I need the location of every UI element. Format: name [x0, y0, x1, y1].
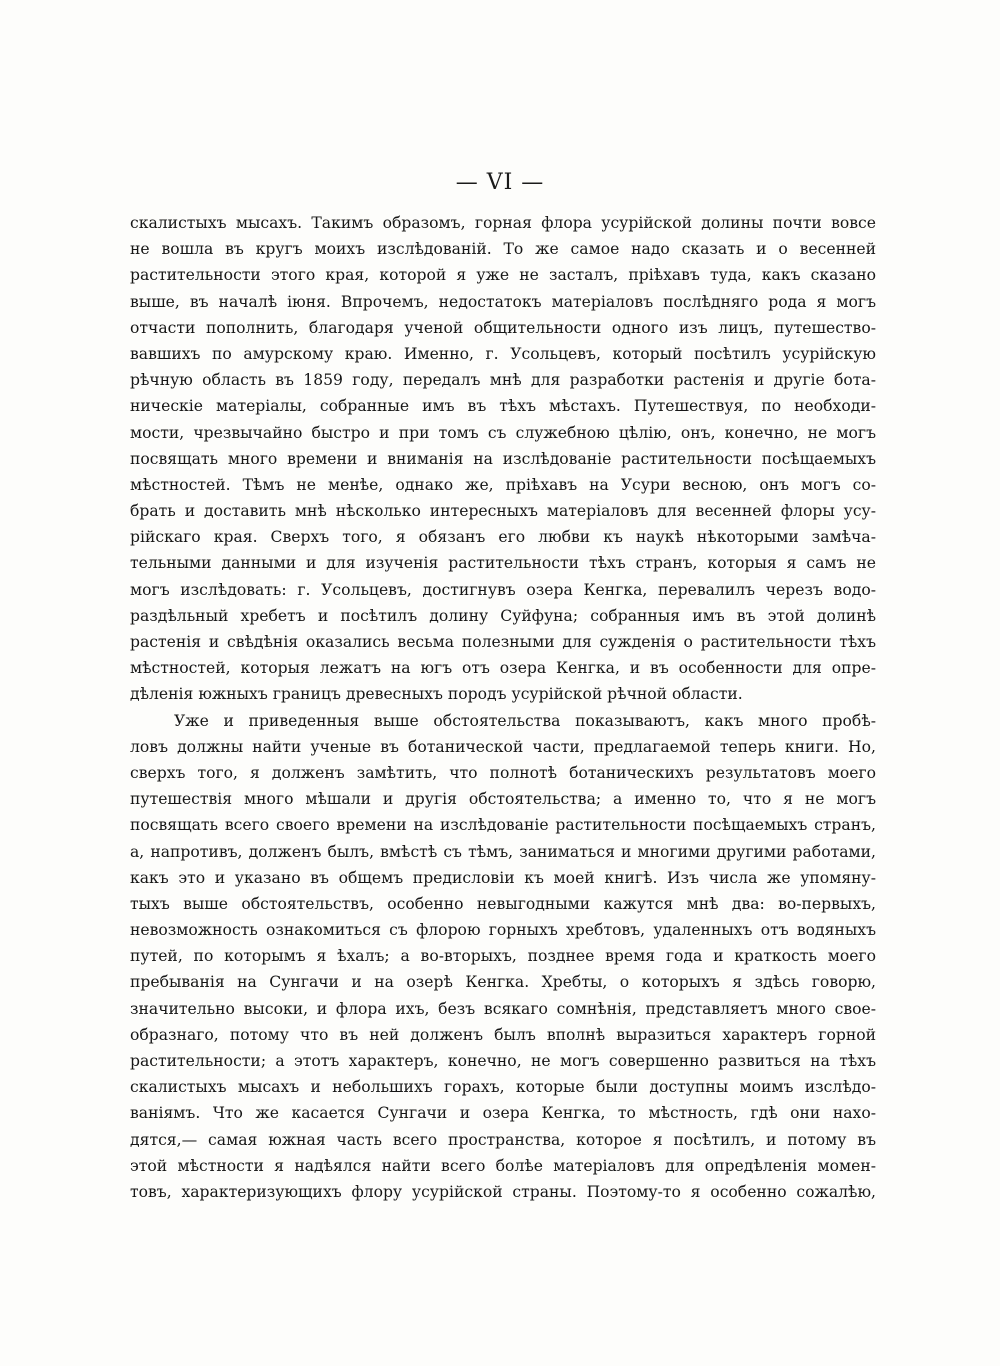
text-line: скалистыхъ мысахъ и небольшихъ горахъ, которые были доступны моимъ изслѣдо- — [130, 1078, 876, 1097]
text-line: дятся,— самая южная часть всего пространства, которое я посѣтилъ, и потому въ — [130, 1130, 876, 1149]
text-line: скалистыхъ мысахъ. Такимъ образомъ, горная флора усурійской долины почти вовсе — [130, 214, 876, 232]
text-line: тельными данными и для изученія растительности тѣхъ странъ, которыя я самъ не — [130, 554, 876, 573]
paragraph-2 — [130, 708, 876, 1206]
text-line: товъ, характеризующихъ флору усурійской страны. Поэтому-то я особенно сожалѣю, — [130, 1182, 876, 1201]
text-line: посвящать много времени и вниманія на изслѣдованіе растительности посѣщаемыхъ — [130, 449, 876, 468]
text-line: растенія и свѣдѣнія оказались весьма полезными для сужденія о растительности тѣхъ — [130, 633, 876, 651]
text-line: рѣчную область въ 1859 году, передалъ мнѣ для разработки растенія и другіе бота- — [130, 371, 876, 390]
text-line: вавшихъ по амурскому краю. Именно, г. Усольцевъ, который посѣтилъ усурійскую — [130, 344, 876, 363]
text-line: путешествія много мѣшали и другія обстоятельства; а именно то, что я не могъ — [130, 790, 876, 809]
text-line: ническіе матеріалы, собранные имъ въ тѣхъ мѣстахъ. Путешествуя, по необходи- — [130, 397, 876, 416]
text-line: а, напротивъ, долженъ былъ, вмѣстѣ съ тѣмъ, заниматься и многими другими работами, — [130, 842, 876, 861]
text-line: раздѣльный хребетъ и посѣтилъ долину Суйфуна; собранныя имъ въ этой долинѣ — [130, 606, 876, 625]
text-line: отчасти пополнить, благодаря ученой общительности одного изъ лицъ, путешество- — [130, 318, 876, 337]
text-line: этой мѣстности я надѣялся найти всего болѣе матеріаловъ для опредѣленія момен- — [130, 1156, 876, 1175]
text-line: сверхъ того, я долженъ замѣтить, что полнотѣ ботаническихъ результатовъ моего — [130, 763, 876, 782]
text-line: ваніямъ. Что же касается Сунгачи и озера Кенгка, то мѣстность, гдѣ они нахо- — [130, 1104, 876, 1123]
paragraph-1 — [130, 210, 876, 708]
text-line: невозможность ознакомиться съ флорою горныхъ хребтовъ, удаленныхъ отъ водяныхъ — [130, 921, 876, 940]
page-number: — VI — — [455, 170, 545, 195]
text-line: дѣленія южныхъ границъ древесныхъ породъ усурійской рѣчной области. — [130, 685, 743, 704]
text-line: образнаго, потому что въ ней долженъ былъ вполнѣ выразиться характеръ горной — [130, 1025, 876, 1044]
text-line: посвящать всего своего времени на изслѣдованіе растительности посѣщаемыхъ странъ, — [130, 816, 876, 835]
text-line: мѣстностей. Тѣмъ не менѣе, однако же, пріѣхавъ на Усури весною, онъ могъ со- — [130, 475, 876, 494]
text-line: ловъ должны найти ученые въ ботанической части, предлагаемой теперь книги. Но, — [130, 737, 876, 756]
text-line: Уже и приведенныя выше обстоятельства показываютъ, какъ много пробѣ- — [174, 711, 876, 730]
text-line: путей, по которымъ я ѣхалъ; а во-вторыхъ, позднее время года и краткость моего — [130, 947, 876, 966]
text-line: значительно высоки, и флора ихъ, безъ всякаго сомнѣнія, представляетъ много свое- — [130, 999, 876, 1018]
text-line: растительности этого края, которой я уже не засталъ, пріѣхавъ туда, какъ сказано — [130, 266, 876, 285]
text-line: брать и доставить мнѣ нѣсколько интересныхъ матеріаловъ для весенней флоры усу- — [130, 502, 876, 521]
text-line: мости, чрезвычайно быстро и при томъ съ служебною цѣлію, онъ, конечно, не могъ — [130, 423, 876, 442]
text-line: могъ изслѣдовать: г. Усольцевъ, достигнувъ озера Кенгка, перевалилъ черезъ водо- — [130, 580, 876, 599]
text-line: растительности; а этотъ характеръ, конечно, не могъ совершенно развиться на тѣхъ — [130, 1052, 876, 1070]
text-line: мѣстностей, которыя лежатъ на югъ отъ озера Кенгка, и въ особенности для опре- — [130, 659, 876, 678]
text-line: пребыванія на Сунгачи и на озерѣ Кенгка. Хребты, о которыхъ я здѣсь говорю, — [130, 973, 876, 992]
text-line: какъ это и указано въ общемъ предисловіи къ моей книгѣ. Изъ числа же упомяну- — [130, 868, 876, 887]
text-line: тыхъ выше обстоятельствъ, особенно невыгодными кажутся мнѣ два: во-первыхъ, — [130, 894, 876, 913]
text-line: не вошла въ кругъ моихъ изслѣдованій. То же самое надо сказать и о весенней — [130, 240, 876, 259]
body-text — [130, 210, 876, 1205]
text-line: рійскаго края. Сверхъ того, я обязанъ его любви къ наукѣ нѣкоторыми замѣча- — [130, 528, 876, 547]
text-line: выше, въ началѣ іюня. Впрочемъ, недостатокъ матеріаловъ послѣдняго рода я могъ — [130, 292, 876, 311]
